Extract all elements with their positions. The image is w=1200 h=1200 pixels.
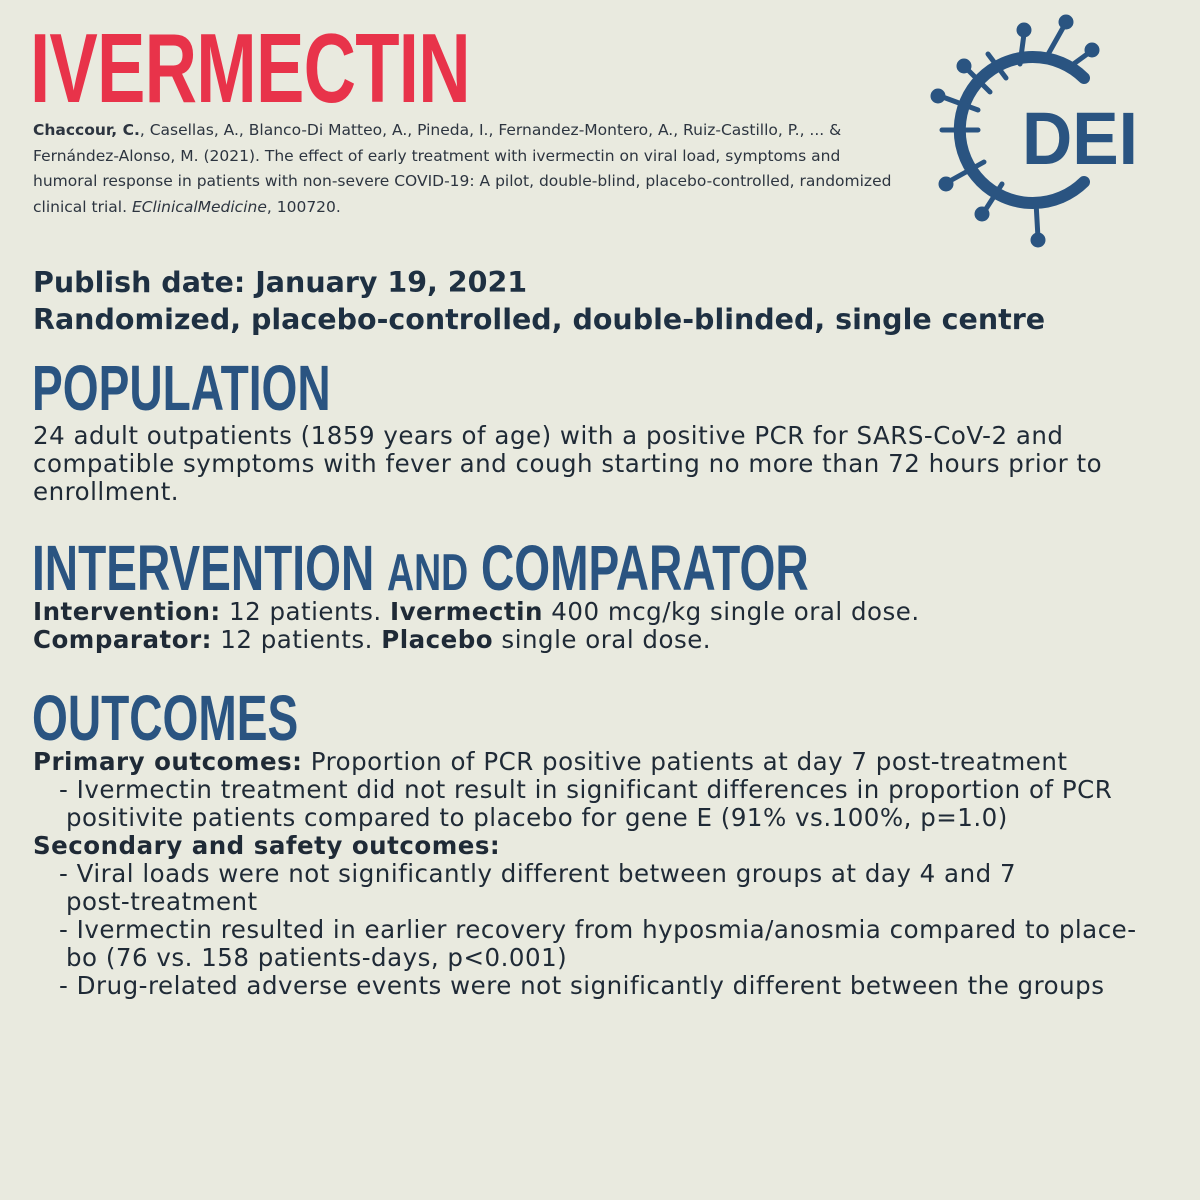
- secondary-outcomes-label: Secondary and safety outcomes:: [33, 831, 501, 860]
- list-item: - Drug-related adverse events were not significantly different between the groups: [59, 971, 1105, 1000]
- list-item-continued: post-treatment: [66, 887, 258, 916]
- citation-journal: EClinicalMedicine: [131, 197, 267, 216]
- intervention-heading-end: COMPARATOR: [480, 532, 809, 604]
- list-item: - Ivermectin treatment did not result in significant differences in proportion of PCR: [59, 775, 1113, 804]
- outcomes-heading: OUTCOMES: [32, 682, 299, 754]
- citation-first-author: Chaccour, C.: [33, 121, 140, 139]
- page-title: IVERMECTIN: [30, 13, 470, 123]
- comparator-label: Comparator:: [33, 625, 212, 654]
- publish-date: Publish date: January 19, 2021: [33, 266, 528, 299]
- comparator-drug: Placebo: [381, 625, 494, 654]
- primary-outcomes-label: Primary outcomes:: [33, 747, 303, 776]
- comparator-line: [33, 626, 1168, 654]
- citation-tail: , 100720.: [266, 197, 341, 216]
- intervention-text: [33, 598, 1168, 654]
- virus-icon: [926, 14, 1176, 254]
- dei-logo: [926, 14, 1176, 254]
- intervention-line: [33, 598, 1168, 626]
- citation: [33, 118, 893, 220]
- intervention-dose: 400 mcg/kg single oral dose.: [542, 597, 920, 626]
- list-item: - Viral loads were not significantly different between groups at day 4 and 7: [59, 859, 1017, 888]
- intervention-count: 12 patients.: [220, 597, 390, 626]
- list-item: - Ivermectin resulted in earlier recovery from hyposmia/anosmia compared to place-: [59, 915, 1137, 944]
- list-item-continued: bo (76 vs. 158 patients-days, p<0.001): [66, 943, 568, 972]
- study-design: Randomized, placebo-controlled, double-blinded, single centre: [33, 303, 1046, 336]
- intervention-drug: Ivermectin: [389, 597, 543, 626]
- population-text: 24 adult outpatients (1859 years of age) with a positive PCR for SARS-CoV-2 and compatible symptoms with fever and cough starting no more than 72 hours prior to enrollment.: [33, 421, 1103, 506]
- comparator-count: 12 patients.: [211, 625, 382, 654]
- intervention-heading-and: AND: [387, 544, 469, 602]
- intervention-label: Intervention:: [33, 597, 221, 626]
- outcomes-text: [33, 748, 1168, 1000]
- list-item-continued: positivite patients compared to placebo for gene E (91% vs.100%, p=1.0): [66, 803, 1008, 832]
- primary-outcomes-text: Proportion of PCR positive patients at day 7 post-treatment: [302, 747, 1068, 776]
- comparator-dose: single oral dose.: [493, 625, 712, 654]
- population-heading: POPULATION: [32, 352, 331, 424]
- intervention-heading: [32, 532, 809, 605]
- study-meta: [33, 264, 1173, 338]
- secondary-outcomes-line: [33, 832, 1168, 860]
- logo-text: DEI: [1022, 97, 1138, 180]
- primary-outcomes-line: [33, 748, 1168, 776]
- citation-body: , Casellas, A., Blanco-Di Matteo, A., Pineda, I., Fernandez-Montero, A., Ruiz-Castillo, P., ... & Fernández-Alonso, M. (2021). The effect of early treatment with ivermectin on viral load, symptoms and humoral response in patients with non-severe COVID-19: A pilot, double-blind, placebo-controlled, randomized clinical trial.: [33, 121, 892, 216]
- intervention-heading-main: INTERVENTION: [32, 532, 375, 604]
